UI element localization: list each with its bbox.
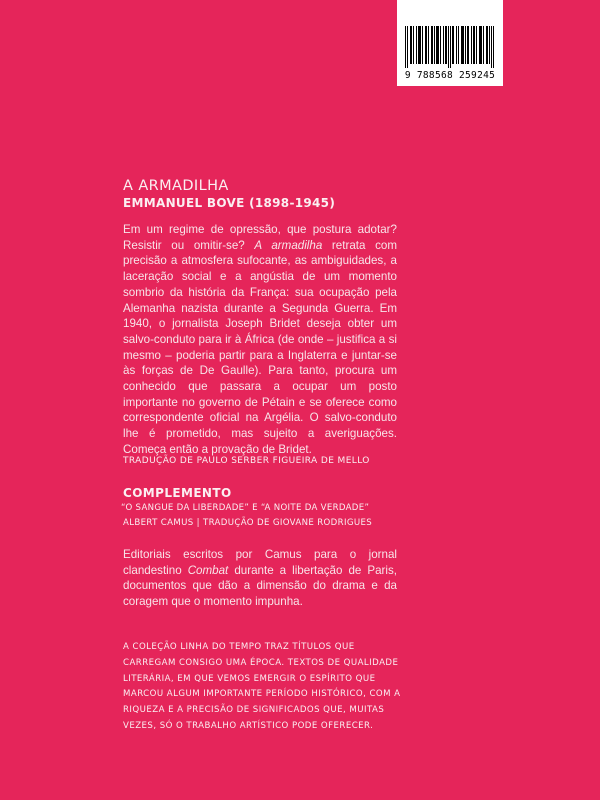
complement-italic-word: Combat — [187, 563, 229, 577]
book-title: A ARMADILHA — [123, 178, 229, 194]
isbn-number: 9 788568 259245 — [404, 70, 496, 81]
book-author: EMMANUEL BOVE (1898-1945) — [123, 196, 336, 210]
collection-description: A COLEÇÃO LINHA DO TEMPO TRAZ TÍTULOS QUE CARREGAM CONSIGO UMA ÉPOCA. TEXTOS DE QUALIDADE LITERÁRIA, EM QUE VEMOS EMERGIR O ESPÍRITO QUE MARCOU ALGUM IMPORTANTE PERÍODO HISTÓRICO, COM A RIQUEZA E A PRECISÃO DE SIGNIFICADOS QUE, MUITAS VEZES, SÓ O TRABALHO ARTÍSTICO PODE OFERECER. — [123, 642, 401, 731]
complement-text-end: durante a libertação de Paris, documentos que dão a dimensão do drama e da coragem que o momento impunha. — [123, 563, 397, 609]
complement-works: “O SANGUE DA LIBERDADE” E “A NOITE DA VERDADE” — [121, 503, 370, 513]
synopsis-text-start: Em um regime de opressão, que postura adotar? Resistir ou omitir-se? — [123, 223, 397, 252]
isbn-barcode — [397, 0, 503, 86]
complement-paragraph — [123, 547, 397, 610]
synopsis-italic-title: A armadilha — [254, 238, 323, 252]
barcode-bars — [405, 26, 495, 68]
complement-author-line: ALBERT CAMUS | TRADUÇÃO DE GIOVANE RODRIGUES — [123, 518, 373, 528]
complement-text-start: Editoriais escritos por Camus para o jornal clandestino — [123, 548, 397, 577]
synopsis-paragraph — [123, 222, 397, 458]
translation-credit: TRADUÇÃO DE PAULO SERBER FIGUEIRA DE MELLO — [123, 456, 370, 466]
complement-heading: COMPLEMENTO — [123, 486, 232, 500]
synopsis-text-end: retrata com precisão a atmosfera sufocante, as ambiguidades, a laceração social e a angústia de um momento sombrio da história da França: sua ocupação pela Alemanha nazista durante a Segunda Guerra. Em 1940, o jornalista Joseph Bridet deseja obter um salvo-conduto para ir à África (de onde – justifica a si mesmo – poderia partir para a Inglaterra e juntar-se às forças de De Gaulle). Para tanto, procura um conhecido que passara a ocupar um posto importante no governo de Pétain e se oferece como correspondente oficial na Argélia. O salvo-conduto lhe é prometido, mas sujeito a averiguações. Começa então a provação de Bridet. — [123, 238, 397, 456]
